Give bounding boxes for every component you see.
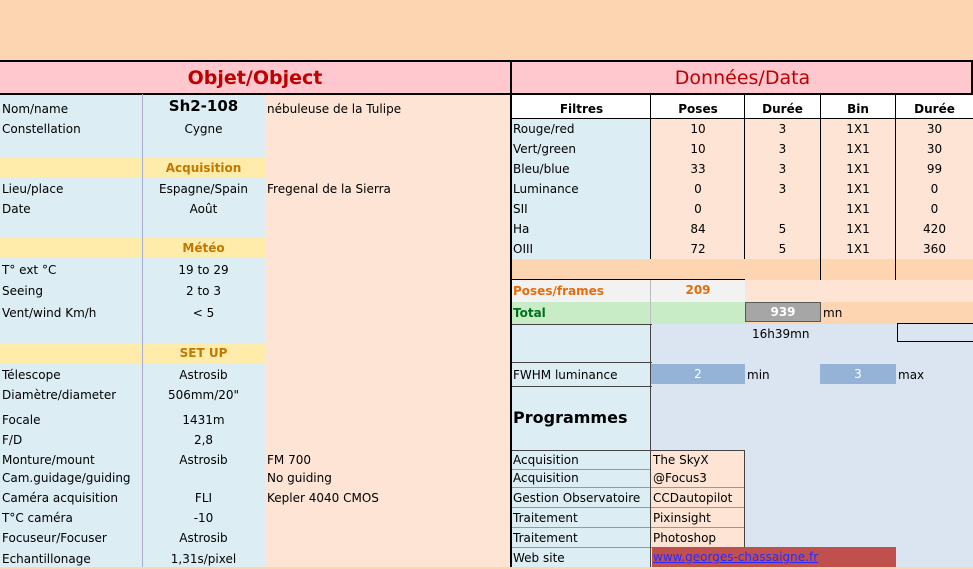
- row-total: 99: [926, 162, 943, 176]
- total-unit: mn: [823, 306, 843, 320]
- fd-label: F/D: [2, 433, 23, 447]
- row-filter: Ha: [513, 222, 530, 236]
- place-detail: Fregenal de la Sierra: [267, 182, 391, 196]
- row-duree: 5: [778, 222, 787, 236]
- mount-label: Monture/mount: [2, 453, 95, 467]
- focuser-value: Astrosib: [179, 531, 228, 545]
- camtemp-value: -10: [193, 511, 214, 525]
- programme-task: Traitement: [513, 531, 578, 545]
- poses-v: [650, 280, 651, 324]
- wind-label: Vent/wind Km/h: [2, 306, 97, 320]
- right-col-line: [650, 324, 651, 567]
- seeing-value: 2 to 3: [186, 284, 221, 298]
- date-label: Date: [2, 202, 31, 216]
- guiding-label: Cam.guidage/guiding: [2, 471, 131, 485]
- header-bottom-border: [0, 93, 973, 95]
- tbl-v4: [895, 94, 896, 280]
- name-value: Sh2-108: [168, 97, 239, 115]
- fwhm-label: FWHM luminance: [513, 368, 618, 382]
- poses-top-line: [512, 279, 745, 280]
- col-poses: Poses: [678, 102, 718, 116]
- name-label: Nom/name: [2, 102, 69, 116]
- fwhm-min-value: 2: [651, 364, 745, 384]
- row-duree: 3: [778, 162, 787, 176]
- row-poses: 72: [690, 242, 706, 256]
- fwhm-top-line: [512, 362, 652, 363]
- row-total: 360: [923, 242, 946, 256]
- sampling-value: 1,31s/pixel: [170, 552, 237, 566]
- name-desc: nébuleuse de la Tulipe: [267, 102, 402, 116]
- total-hm: 16h39mn: [752, 327, 810, 341]
- row-filter: Rouge/red: [513, 122, 575, 136]
- col-duree-total: Durée: [914, 102, 955, 116]
- mount-detail: FM 700: [267, 453, 311, 467]
- programme-task: Acquisition: [513, 453, 579, 467]
- row-poses: 84: [690, 222, 706, 236]
- row-bin: 1X1: [846, 222, 870, 236]
- row-duree: 3: [778, 122, 787, 136]
- telescope-label: Télescope: [2, 368, 61, 382]
- fd-value: 2,8: [193, 433, 214, 447]
- row-filter: Luminance: [513, 182, 579, 196]
- programme-software: @Focus3: [651, 468, 744, 488]
- guiding-detail: No guiding: [267, 471, 332, 485]
- col-bin: Bin: [847, 102, 869, 116]
- focuser-label: Focuseur/Focuser: [2, 531, 107, 545]
- top-band: [0, 0, 973, 60]
- row-total: 30: [926, 142, 943, 156]
- row-filter: Vert/green: [513, 142, 576, 156]
- temp-label: T° ext °C: [2, 263, 57, 277]
- total-green-bg: [651, 302, 745, 324]
- row-duree: 5: [778, 242, 787, 256]
- row-poses: 33: [690, 162, 706, 176]
- camera-label: Caméra acquisition: [2, 491, 118, 505]
- row-filter: OIII: [513, 242, 534, 256]
- row-bin: 1X1: [846, 142, 870, 156]
- top-border: [0, 60, 973, 62]
- col-filtres: Filtres: [559, 102, 604, 116]
- tbl-v3: [820, 94, 821, 280]
- poses-right-bg: [745, 280, 973, 302]
- fwhm-max-label: max: [898, 368, 925, 382]
- diameter-label: Diamètre/diameter: [2, 388, 117, 402]
- mid-divider: [510, 60, 512, 567]
- programme-task: Traitement: [513, 511, 578, 525]
- mount-value: Astrosib: [179, 453, 228, 467]
- total-value: 939: [745, 302, 821, 322]
- programme-task: Acquisition: [513, 471, 579, 485]
- fwhm-max-value: 3: [820, 364, 896, 384]
- setup-bar: [0, 343, 142, 363]
- fwhm-min-label: min: [747, 368, 770, 382]
- website-link[interactable]: www.georges-chassaigne.fr: [652, 547, 896, 567]
- acquisition-bar: [0, 158, 142, 178]
- row-filter: SII: [513, 202, 528, 216]
- object-header: Objet/Object: [0, 62, 510, 94]
- poses-label: Poses/frames: [513, 284, 604, 298]
- programme-task: Gestion Observatoire: [513, 491, 641, 505]
- camtemp-label: T°C caméra: [2, 511, 73, 525]
- date-value: Août: [189, 202, 218, 216]
- programme-software: Pixinsight: [651, 508, 744, 528]
- wind-value: < 5: [192, 306, 215, 320]
- place-label: Lieu/place: [2, 182, 64, 196]
- row-total: 0: [930, 202, 939, 216]
- diameter-value: 506mm/20": [167, 388, 240, 402]
- row-duree: 3: [778, 142, 787, 156]
- setup-section: SET UP: [142, 343, 265, 363]
- tbl-h-header: [512, 118, 973, 119]
- meteo-section: Météo: [142, 238, 265, 258]
- row-poses: 10: [690, 122, 706, 136]
- data-header: Données/Data: [512, 62, 973, 94]
- row-duree: 3: [778, 182, 787, 196]
- fwhm-bottom-line: [512, 386, 652, 387]
- focal-value: 1431m: [182, 413, 225, 427]
- row-poses: 0: [694, 182, 702, 196]
- row-bin: 1X1: [846, 122, 870, 136]
- sampling-label: Echantillonage: [2, 552, 91, 566]
- camera-detail: Kepler 4040 CMOS: [267, 491, 379, 505]
- website-label: Web site: [513, 551, 565, 565]
- row-bin: 1X1: [846, 242, 870, 256]
- row-bin: 1X1: [846, 182, 870, 196]
- row-bin: 1X1: [846, 202, 870, 216]
- place-value: Espagne/Spain: [159, 182, 248, 196]
- camera-value: FLI: [194, 491, 213, 505]
- empty-box: [897, 323, 973, 342]
- programme-software: Photoshop: [651, 528, 744, 547]
- telescope-value: Astrosib: [179, 368, 228, 382]
- row-bin: 1X1: [846, 162, 870, 176]
- total-label: Total: [512, 302, 651, 324]
- focal-label: Focale: [2, 413, 41, 427]
- col-duree: Durée: [762, 102, 803, 116]
- total-bottom-line: [512, 324, 652, 325]
- row-poses: 10: [690, 142, 706, 156]
- left-col-sep-1: [142, 94, 143, 567]
- prog-top-line: [512, 450, 745, 451]
- constellation-label: Constellation: [2, 122, 81, 136]
- constellation-value: Cygne: [184, 122, 223, 136]
- poses-total: 209: [651, 280, 745, 302]
- acquisition-section: Acquisition: [142, 158, 265, 178]
- row-poses: 0: [694, 202, 702, 216]
- temp-value: 19 to 29: [178, 263, 229, 277]
- row-total: 0: [930, 182, 939, 196]
- programme-software: CCDautopilot: [651, 488, 744, 508]
- row-filter: Bleu/blue: [513, 162, 570, 176]
- programme-software: The SkyX: [651, 450, 744, 470]
- row-total: 420: [923, 222, 946, 236]
- programmes-title: Programmes: [513, 408, 628, 427]
- seeing-label: Seeing: [2, 284, 43, 298]
- meteo-bar: [0, 238, 142, 258]
- row-total: 30: [926, 122, 943, 136]
- prog-right-line: [744, 450, 745, 547]
